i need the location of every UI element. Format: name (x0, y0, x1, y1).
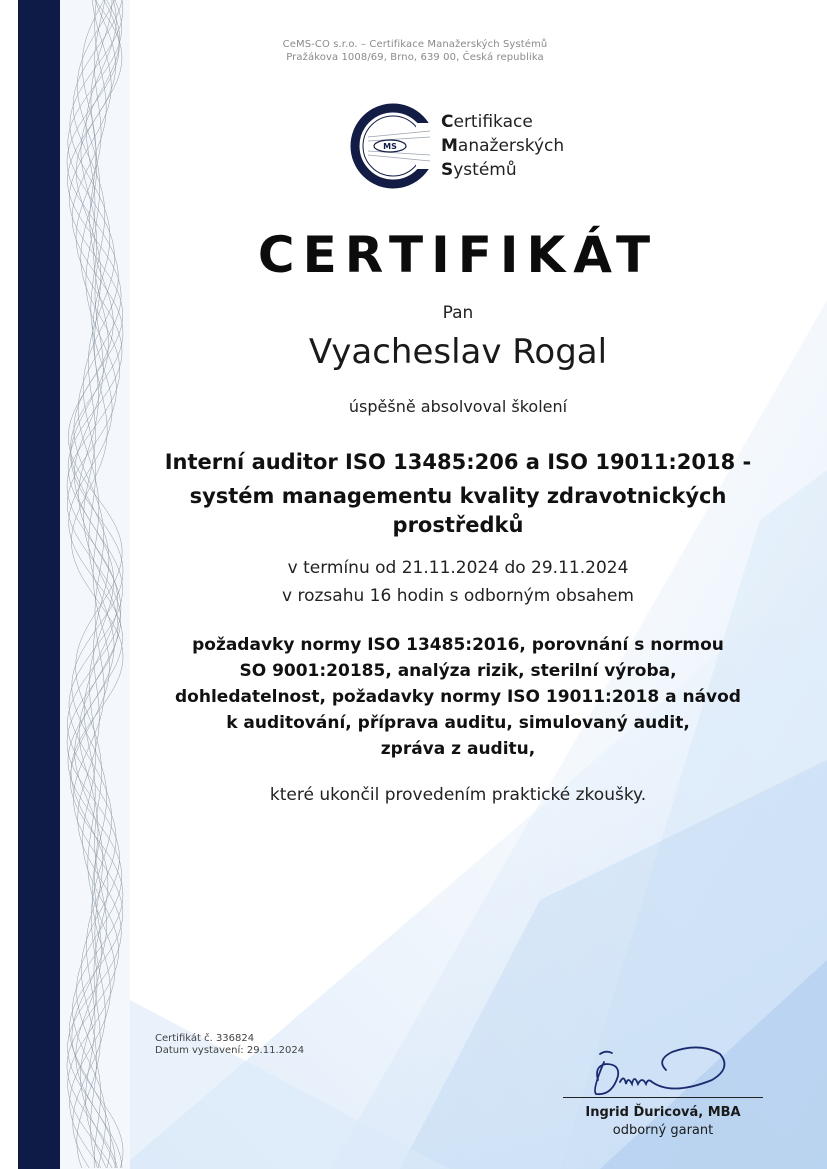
signature-line (563, 1097, 763, 1098)
course-title-line3: prostředků (392, 513, 524, 537)
completed-text: úspěšně absolvoval školení (348, 397, 568, 416)
handwritten-signature-icon (582, 1040, 742, 1102)
issue-date: Datum vystavení: 29.11.2024 (155, 1045, 305, 1056)
ending-text: které ukončil provedením praktické zkoušky. (269, 785, 647, 805)
issuer-line: CeMS-CO s.r.o. – Certifikace Manažerských Systémů (282, 39, 548, 50)
content-line: dohledatelnost, požadavky normy ISO 19011:2018 a návod (175, 687, 741, 707)
certificate-title: CERTIFIKÁT (257, 226, 659, 284)
content-line: SO 9001:20185, analýza rizik, sterilní výroba, (239, 661, 677, 681)
certificate-number: Certifikát č. 336824 (155, 1033, 255, 1044)
logo-emblem-text: MS (383, 142, 397, 151)
navy-side-bar (18, 0, 60, 1169)
signer-role: odborný garant (612, 1123, 714, 1138)
content-line: zpráva z auditu, (380, 739, 536, 759)
training-scope: v rozsahu 16 hodin s odborným obsahem (282, 586, 634, 606)
content-line: k auditování, příprava auditu, simulovaný audit, (226, 713, 690, 733)
signer-name: Ingrid Ďuricová, MBA (585, 1105, 741, 1120)
issuer-address: Pražákova 1008/69, Brno, 639 00, Česká republika (286, 52, 544, 63)
training-term: v termínu od 21.11.2024 do 29.11.2024 (287, 558, 629, 578)
recipient-name: Vyacheslav Rogal (308, 332, 608, 372)
course-title: Interní auditor ISO 13485:206 a ISO 19011:2018 - systém managementu kvality zdravotnických (164, 450, 752, 508)
cms-circle-logo-icon (348, 103, 438, 189)
logo-wordmark: Certifikace Manažerských Systémů (441, 112, 565, 180)
content-line: požadavky normy ISO 13485:2016, porovnání s normou (192, 635, 724, 655)
salutation: Pan (442, 303, 474, 323)
